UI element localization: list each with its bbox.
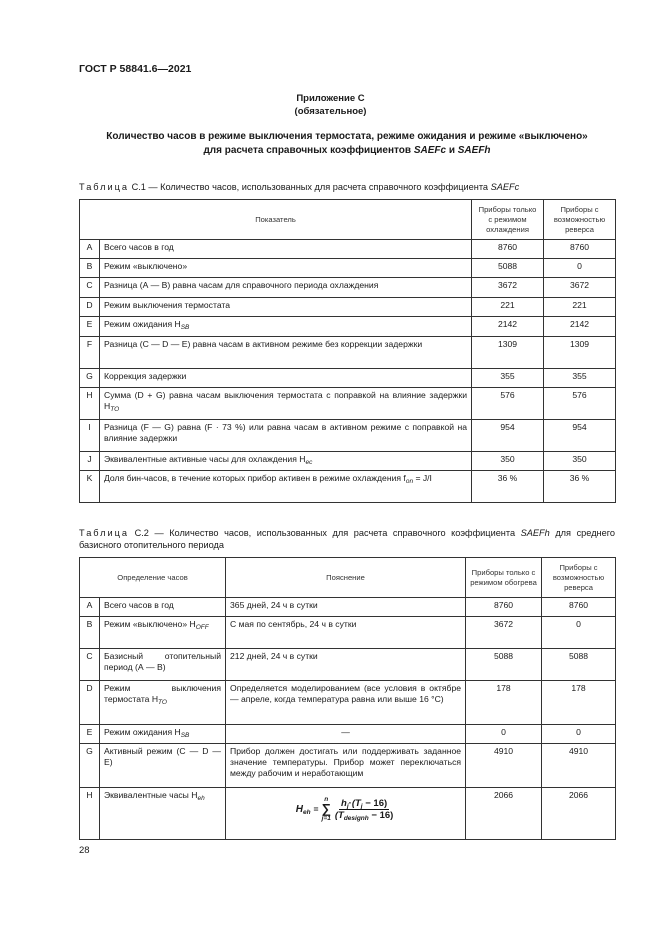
table-c2 <box>79 557 616 840</box>
table-row <box>80 617 616 649</box>
value-reversible: 8760 <box>542 598 616 617</box>
value-reversible: 2066 <box>542 788 616 840</box>
row-explanation: 212 дней, 24 ч в сутки <box>226 649 466 681</box>
subscript: on <box>405 478 414 485</box>
value-heat-only: 5088 <box>466 649 542 681</box>
row-code: E <box>80 725 100 744</box>
table2-header-explanation: Пояснение <box>226 558 466 598</box>
value-reversible: 178 <box>542 681 616 725</box>
row-definition: Активный режим (С — D — Е) <box>100 744 226 788</box>
subscript: ec <box>305 459 313 466</box>
table1-header-cool-only: Приборы только с режимом охлаждения <box>472 200 544 240</box>
row-code: B <box>80 259 100 278</box>
value-heat-only: 3672 <box>466 617 542 649</box>
appendix-title: Приложение С <box>296 93 365 104</box>
row-definition: Базисный отопительный период (А — В) <box>100 649 226 681</box>
row-indicator: Режим ожидания $H_{SB}$ <box>100 317 472 337</box>
table-row <box>80 240 616 259</box>
table-row <box>80 337 616 369</box>
row-explanation: Прибор должен достигать или поддерживать заданное значение температуры. Прибор может переключаться между рабочим и неработающим <box>226 744 466 788</box>
value-heat-only: 8760 <box>466 598 542 617</box>
section-title-line2: для расчета справочных коэффициентов SAEFc и SAEFh <box>203 145 491 156</box>
row-code: A <box>80 240 100 259</box>
section-title-line1: Количество часов в режиме выключения термостата, режиме ожидания и режиме «выключено» <box>106 131 588 142</box>
row-code: H <box>80 388 100 420</box>
value-cool-only: 221 <box>472 298 544 317</box>
value-reversible: 0 <box>544 259 616 278</box>
table-row <box>80 278 616 298</box>
value-reversible: 8760 <box>544 240 616 259</box>
value-heat-only: 4910 <box>466 744 542 788</box>
table-row <box>80 598 616 617</box>
table-row <box>80 388 616 420</box>
row-indicator: Всего часов в год <box>100 240 472 259</box>
value-heat-only: 178 <box>466 681 542 725</box>
table1-header-row <box>80 200 616 240</box>
subscript: eh <box>197 795 205 802</box>
coef-saefc: SAEFc <box>413 145 447 156</box>
value-reversible: 2142 <box>544 317 616 337</box>
formula-heh: $H_{eh}$ = n ∑ j=1 $h_j\cdot(T_j - 16)$ $(T_{designh} - 16)$ <box>295 796 394 822</box>
row-code: D <box>80 681 100 725</box>
subscript: TO <box>158 699 167 706</box>
value-cool-only: 36 % <box>472 471 544 503</box>
row-indicator: Режим «выключено» <box>100 259 472 278</box>
row-definition: Режим выключения термостата $H_{TO}$ <box>100 681 226 725</box>
value-cool-only: 576 <box>472 388 544 420</box>
value-cool-only: 8760 <box>472 240 544 259</box>
value-heat-only: 2066 <box>466 788 542 840</box>
subscript: SB <box>180 732 190 739</box>
value-cool-only: 1309 <box>472 337 544 369</box>
value-reversible: 355 <box>544 369 616 388</box>
row-code: G <box>80 744 100 788</box>
value-reversible: 0 <box>542 725 616 744</box>
row-definition: Эквивалентные часы $H_{eh}$ <box>100 788 226 840</box>
table2-header-reversible: Приборы с возможностью реверса <box>542 558 616 598</box>
value-reversible: 576 <box>544 388 616 420</box>
table-row <box>80 259 616 278</box>
row-code: I <box>80 420 100 452</box>
table2-header-heat-only: Приборы только с режимом обогрева <box>466 558 542 598</box>
coef-saefh: SAEFh <box>457 145 491 156</box>
value-reversible: 1309 <box>544 337 616 369</box>
value-cool-only: 5088 <box>472 259 544 278</box>
table1-header-indicator: Показатель <box>80 200 472 240</box>
section-title <box>79 130 615 158</box>
row-indicator: Эквивалентные активные часы для охлаждения $H_{ec}$ <box>100 452 472 471</box>
row-code: B <box>80 617 100 649</box>
value-reversible: 36 % <box>544 471 616 503</box>
row-definition: Режим «выключено» $H_{OFF}$ <box>100 617 226 649</box>
value-reversible: 3672 <box>544 278 616 298</box>
table1-header-reversible: Приборы с возможностью реверса <box>544 200 616 240</box>
table-c1 <box>79 199 616 503</box>
row-indicator: Разница (А — В) равна часам для справочного периода охлаждения <box>100 278 472 298</box>
row-code: J <box>80 452 100 471</box>
table-row <box>80 317 616 337</box>
row-indicator: Сумма (D + G) равна часам выключения термостата с поправкой на влияние задержки $H_{TO}$ <box>100 388 472 420</box>
row-explanation: — <box>226 725 466 744</box>
table-row <box>80 744 616 788</box>
value-cool-only: 350 <box>472 452 544 471</box>
row-code: A <box>80 598 100 617</box>
table-row <box>80 420 616 452</box>
row-explanation: 365 дней, 24 ч в сутки <box>226 598 466 617</box>
subscript: TO <box>110 406 120 413</box>
row-code: E <box>80 317 100 337</box>
value-heat-only: 0 <box>466 725 542 744</box>
row-definition: Всего часов в год <box>100 598 226 617</box>
table2-caption: Таблица С.2 — Количество часов, использованных для расчета справочного коэффициента SAEFh для среднего базисного отопительного периода <box>79 528 615 550</box>
value-reversible: 4910 <box>542 744 616 788</box>
row-indicator: Доля бин-часов, в течение которых прибор активен в режиме охлаждения $f_{on} = J/I$ <box>100 471 472 503</box>
value-cool-only: 954 <box>472 420 544 452</box>
page-number: 28 <box>79 845 90 856</box>
row-indicator: Разница (F — G) равна (F · 73 %) или равна часам в активном режиме с поправкой на влияние задержки <box>100 420 472 452</box>
table-row <box>80 471 616 503</box>
value-cool-only: 2142 <box>472 317 544 337</box>
subscript: SB <box>180 324 190 331</box>
row-code: H <box>80 788 100 840</box>
table-row <box>80 649 616 681</box>
value-cool-only: 3672 <box>472 278 544 298</box>
row-explanation: Определяется моделированием (все условия в октябре — апреле, когда температура равна или выше 16 °С) <box>226 681 466 725</box>
row-definition: Режим ожидания $H_{SB}$ <box>100 725 226 744</box>
row-code: G <box>80 369 100 388</box>
row-indicator: Разница (С — D — Е) равна часам в активном режиме без коррекции задержки <box>100 337 472 369</box>
table-row <box>80 725 616 744</box>
row-code: C <box>80 278 100 298</box>
value-reversible: 350 <box>544 452 616 471</box>
table-row <box>80 452 616 471</box>
table2-header-definition: Определение часов <box>80 558 226 598</box>
value-reversible: 5088 <box>542 649 616 681</box>
row-explanation <box>226 788 466 840</box>
value-reversible: 221 <box>544 298 616 317</box>
table1-caption: Таблица С.1 — Количество часов, использованных для расчета справочного коэффициента SAEFc <box>79 182 520 192</box>
table2-header-row <box>80 558 616 598</box>
row-indicator: Режим выключения термостата <box>100 298 472 317</box>
row-code: F <box>80 337 100 369</box>
subscript: OFF <box>195 624 209 631</box>
document-header: ГОСТ Р 58841.6—2021 <box>79 63 192 75</box>
appendix-note: (обязательное) <box>294 106 367 117</box>
table-row <box>80 681 616 725</box>
row-code: K <box>80 471 100 503</box>
table-row <box>80 369 616 388</box>
row-explanation: С мая по сентябрь, 24 ч в сутки <box>226 617 466 649</box>
row-code: C <box>80 649 100 681</box>
row-indicator: Коррекция задержки <box>100 369 472 388</box>
value-cool-only: 355 <box>472 369 544 388</box>
value-reversible: 954 <box>544 420 616 452</box>
table-row <box>80 298 616 317</box>
row-code: D <box>80 298 100 317</box>
table-row <box>80 788 616 840</box>
value-reversible: 0 <box>542 617 616 649</box>
